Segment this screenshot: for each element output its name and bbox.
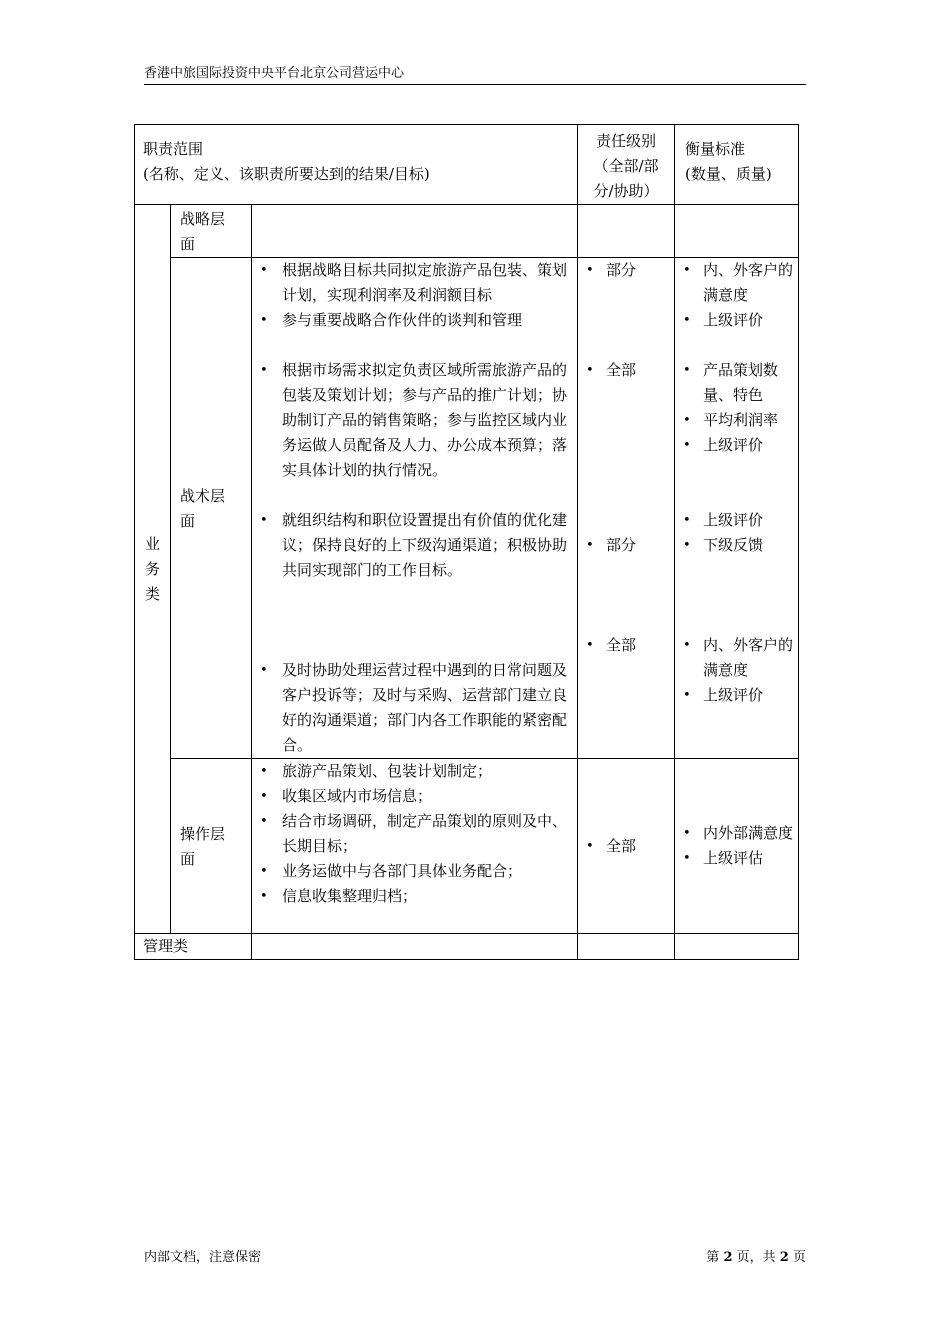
measure-item: • 上级评价	[675, 508, 798, 533]
level-value: • 全部	[578, 358, 674, 383]
tactical-level-list	[578, 358, 674, 383]
measure-item: • 平均利润率	[675, 408, 798, 433]
list-item: • 信息收集整理归档；	[252, 884, 577, 909]
level-header-sub2: 分/协助）	[593, 182, 659, 200]
level-value: • 全部	[578, 633, 674, 658]
page-total: 2	[779, 1250, 789, 1265]
list-item: • 结合市场调研，制定产品策划的原则及中、长期目标；	[252, 809, 577, 859]
operational-label-line: 操作层	[180, 825, 226, 843]
tactical-label-line: 战术层	[180, 487, 226, 505]
tactical-level-cell	[578, 258, 675, 759]
tactical-row	[135, 258, 799, 759]
measure-item: • 下级反馈	[675, 533, 798, 558]
tactical-group-2-items	[252, 358, 577, 483]
level-value: • 部分	[578, 533, 674, 558]
measure-item: • 上级评价	[675, 308, 798, 333]
category-char: 业	[144, 534, 160, 553]
management-row	[135, 934, 799, 960]
category-char: 类	[144, 584, 160, 603]
responsibility-table	[134, 124, 799, 960]
operational-scope-cell	[252, 759, 578, 934]
confidential-notice: 内部文档，注意保密	[144, 1250, 262, 1265]
management-level-cell	[578, 934, 675, 960]
scope-header-title: 职责范围	[143, 140, 204, 158]
measure-header-title: 衡量标准	[685, 140, 746, 158]
tactical-scope-cell	[252, 258, 578, 759]
measure-item: • 内、外客户的满意度	[675, 258, 798, 308]
tactical-group-4-items	[252, 658, 577, 758]
category-char: 务	[144, 559, 160, 578]
list-item: • 收集区域内市场信息；	[252, 784, 577, 809]
operational-level-cell	[578, 759, 675, 934]
strategic-label-line: 面	[180, 235, 196, 253]
list-item: • 及时协助处理运营过程中遇到的日常问题及客户投诉等；及时与采购、运营部门建立良好的沟通渠道；部门内各工作职能的紧密配合。	[252, 658, 577, 758]
operational-level-list	[578, 834, 674, 859]
list-item: • 旅游产品策划、包装计划制定；	[252, 759, 577, 784]
table-header-row	[135, 125, 799, 205]
level-value: • 部分	[578, 258, 674, 283]
list-item: • 业务运做中与各部门具体业务配合；	[252, 859, 577, 884]
operational-label	[171, 759, 252, 934]
tactical-label-line: 面	[180, 512, 196, 530]
tactical-measure-list	[675, 258, 798, 333]
tactical-measure-list	[675, 633, 798, 708]
list-item: • 根据战略目标共同拟定旅游产品包装、策划计划，实现利润率及利润额目标	[252, 258, 577, 308]
measure-item: • 上级评估	[675, 846, 798, 871]
tactical-label	[171, 258, 252, 759]
tactical-group-1-items	[252, 258, 577, 333]
list-item: • 就组织结构和职位设置提出有价值的优化建议；保持良好的上下级沟通渠道；积极协助共同实现部门的工作目标。	[252, 508, 577, 583]
strategic-level-cell	[578, 205, 675, 258]
scope-header-subtitle: (名称、定义、该职责所要达到的结果/目标)	[143, 165, 430, 183]
page-mid: 页，共	[736, 1250, 776, 1265]
list-item: • 根据市场需求拟定负责区域所需旅游产品的包装及策划计划；参与产品的推广计划；协助制订产品的销售策略；参与监控区域内业务运做人员配备及人力、办公成本预算；落实具体计划的执行情况。	[252, 358, 577, 483]
strategic-label-line: 战略层	[180, 210, 226, 228]
list-item: • 参与重要战略合作伙伴的谈判和管理	[252, 308, 577, 333]
strategic-measure-cell	[675, 205, 799, 258]
tactical-measure-list	[675, 508, 798, 558]
tactical-group-3-items	[252, 508, 577, 583]
page-number	[706, 1246, 806, 1265]
page-header: 香港中旅国际投资中央平台北京公司营运中心	[144, 64, 806, 85]
tactical-measure-list	[675, 358, 798, 458]
category-management: 管理类	[135, 934, 252, 960]
page-current: 2	[723, 1250, 733, 1265]
measure-item: • 上级评价	[675, 683, 798, 708]
operational-measure-list	[675, 821, 798, 871]
level-header-title: 责任级别	[596, 132, 657, 150]
operational-row	[135, 759, 799, 934]
management-measure-cell	[675, 934, 799, 960]
measure-header-subtitle: (数量、质量)	[685, 165, 772, 183]
level-header-sub1: （全部/部	[593, 157, 659, 175]
category-business	[135, 205, 171, 934]
strategic-label	[171, 205, 252, 258]
page-suffix: 页	[792, 1250, 806, 1265]
measure-item: • 上级评价	[675, 433, 798, 458]
page-prefix: 第	[706, 1250, 720, 1265]
level-value: • 全部	[578, 834, 674, 859]
level-header	[578, 125, 675, 205]
tactical-measure-cell	[675, 258, 799, 759]
tactical-level-list	[578, 258, 674, 283]
strategic-scope-cell	[252, 205, 578, 258]
scope-header	[135, 125, 578, 205]
operational-measure-cell	[675, 759, 799, 934]
measure-item: • 内外部满意度	[675, 821, 798, 846]
operational-items	[252, 759, 577, 909]
measure-header	[675, 125, 799, 205]
operational-label-line: 面	[180, 850, 196, 868]
tactical-level-list	[578, 533, 674, 558]
tactical-level-list	[578, 633, 674, 658]
measure-item: • 产品策划数量、特色	[675, 358, 798, 408]
measure-item: • 内、外客户的满意度	[675, 633, 798, 683]
strategic-row	[135, 205, 799, 258]
management-scope-cell	[252, 934, 578, 960]
